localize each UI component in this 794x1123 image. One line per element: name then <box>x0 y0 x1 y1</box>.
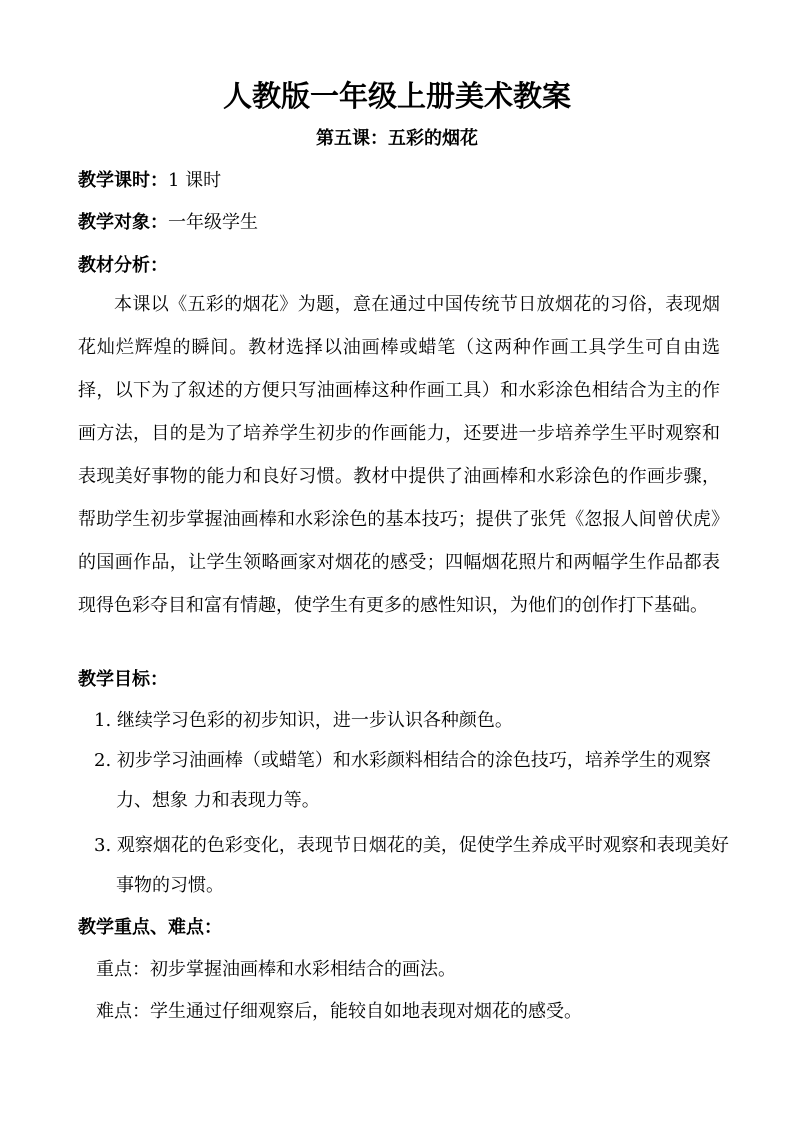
document-title: 人教版一年级上册美术教案 <box>222 79 571 113</box>
goal-item: 1. 继续学习色彩的初步知识，进一步认识各种颜色。 <box>94 710 513 731</box>
analysis-heading <box>78 251 168 281</box>
goals-label: 教学目标： <box>78 669 168 690</box>
keypoints-heading <box>78 913 222 943</box>
analysis-paragraph: 本课以《五彩的烟花》为题，意在通过中国传统节日放烟花的习俗，表现烟花灿烂辉煌的瞬间。教材选择以油画棒或蜡笔（这两种作画工具学生可自由选择，以下为了叙述的方便只写油画棒这种作画工具）和水彩涂色相结合为主的作画方法，目的是为了培养学生初步的作画能力，还要进一步培养学生平时观察和表现美好事物的能力和良好习惯。教材中提供了油画棒和水彩涂色的作画步骤，帮助学生初步掌握油画棒和水彩涂色的基本技巧；提供了张凭《忽报人间曾伏虎》的国画作品，让学生领略画家对烟花的感受；四幅烟花照片和两幅学生作品都表现得色彩夺目和富有情趣，使学生有更多的感性知识，为他们的创作打下基础。 <box>78 294 720 616</box>
difficult-point: 难点：学生通过仔细观察后，能较自如地表现对烟花的感受。 <box>96 1001 582 1022</box>
analysis-label: 教材分析： <box>78 255 168 276</box>
teaching-hours <box>78 166 221 196</box>
key-point: 重点：初步掌握油画棒和水彩相结合的画法。 <box>96 959 456 980</box>
teaching-hours-label: 教学课时： <box>78 170 168 191</box>
lesson-subtitle: 第五课：五彩的烟花 <box>316 128 478 149</box>
teaching-audience <box>78 208 258 238</box>
goal-item: 3. 观察烟花的色彩变化，表现节日烟花的美，促使学生养成平时观察和表现美好事物的习惯。 <box>94 835 729 896</box>
teaching-audience-value: 一年级学生 <box>168 212 258 233</box>
teaching-audience-label: 教学对象： <box>78 212 168 233</box>
teaching-hours-value: 1 课时 <box>168 170 222 191</box>
goals-heading <box>78 665 168 695</box>
goal-item: 2. 初步学习油画棒（或蜡笔）和水彩颜料相结合的涂色技巧，培养学生的观察力、想象 力和表现力等。 <box>94 750 711 811</box>
keypoints-label: 教学重点、难点： <box>78 917 222 938</box>
